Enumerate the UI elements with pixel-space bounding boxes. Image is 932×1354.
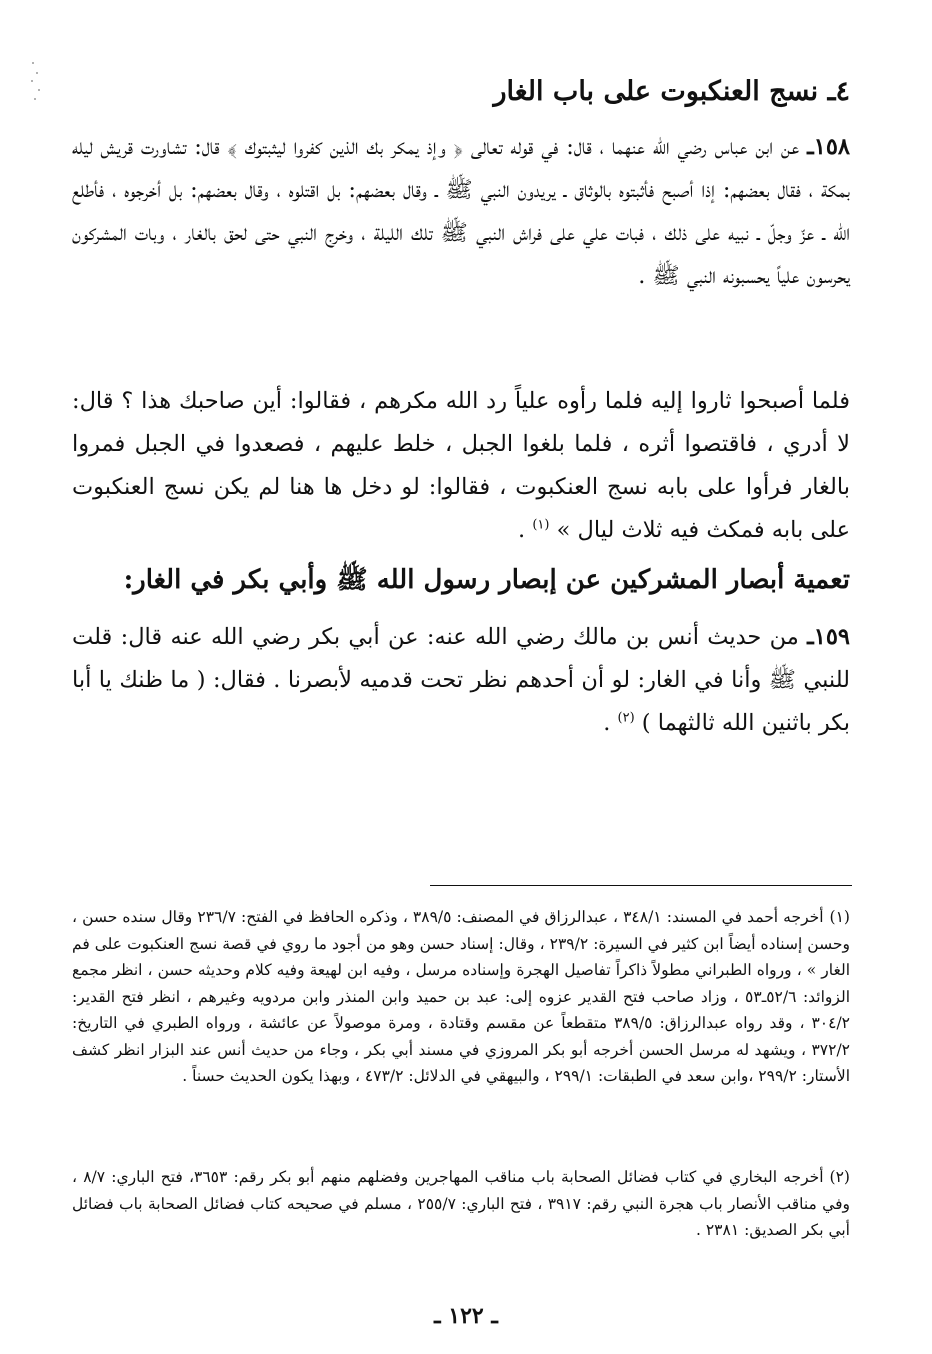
footnote-ref: (٢) bbox=[617, 710, 635, 726]
footnote-ref: (١) bbox=[532, 517, 550, 533]
footnote-text: أخرجه البخاري في كتاب فضائل الصحابة باب مناقب المهاجرين وفضلهم منهم أبو بكر رقم: ٣٦٥٣، فتح الباري: ٨/٧ ، وفي مناقب الأنصار باب هجرة النبي رقم: ٣٩١٧ ، فتح الباري: ٢٥٥/٧ ، مسلم في صحيحه كتاب فضائل الصحابة باب فضائل أبي بكر الصديق: ٢٣٨١ . bbox=[72, 1168, 850, 1239]
footnote-number: (٢) bbox=[829, 1168, 850, 1186]
hadith-158-continuation bbox=[72, 380, 850, 552]
scan-specks bbox=[30, 58, 42, 108]
hadith-159 bbox=[72, 616, 850, 745]
subsection-heading: تعمية أبصار المشركين عن إبصار رسول الله ﷺ وأبي بكر في الغار: bbox=[123, 565, 850, 595]
footnote-2 bbox=[72, 1164, 850, 1244]
hadith-text: من حديث أنس بن مالك رضي الله عنه: عن أبي بكر رضي الله عنه قال: قلت للنبي ﷺ وأنا في الغار: لو أن أحدهم نظر تحت قدميه لأبصرنا . فقال: ( ما ظنك يا أبا بكر باثنين الله ثالثهما ) bbox=[72, 624, 850, 736]
hadith-text: فلما أصبحوا ثاروا إليه فلما رأوه علياً رد الله مكرهم ، فقالوا: أين صاحبك هذا ؟ قال: لا أدري ، فاقتصوا أثره ، فلما بلغوا الجبل ، خلط عليهم ، فصعدوا في الجبل فمروا بالغار فرأوا على بابه نسج العنكبوت ، فقالوا: لو دخل ها هنا لم يكن نسج العنكبوت على بابه فمكث فيه ثلاث ليال » bbox=[72, 388, 850, 543]
hadith-number: ١٥٩ـ bbox=[807, 624, 850, 650]
hadith-number: ١٥٨ـ bbox=[807, 134, 850, 160]
page-number: ـ ١٢٢ ـ bbox=[434, 1303, 498, 1329]
hadith-158 bbox=[72, 126, 850, 298]
footnote-divider bbox=[430, 885, 852, 886]
sentence-end: . bbox=[518, 517, 533, 543]
footnote-text: أخرجه أحمد في المسند: ٣٤٨/١ ، عبدالرزاق في المصنف: ٣٨٩/٥ ، وذكره الحافظ في الفتح: ٢٣٦/٧ وقال سنده حسن ، وحسن إسناده أيضاً ابن كثير في السيرة: ٢٣٩/٢ ، وقال: إسناد حسن وهو من أجود ما روي في قصة نسج العنكبوت على فم الغار » ، ورواه الطبراني مطولاً ذاكراً تفاصيل الهجرة وإسناده مرسل ، وفيه ابن لهيعة وفيه كلام وحديثه حسن ، انظر مجمع الزوائد: ٥٢/٦ـ٥٣ ، وزاد صاحب فتح القدير عزوه إلى: عبد بن حميد وابن المنذر وابن مردويه وغيرهم ، انظر فتح القدير: ٣٠٤/٢ ، وقد رواه عبدالرزاق: ٣٨٩/٥ متقطعاً عن مقسم وقتادة ، ومرة موصولاً عن عائشة ، ورواه الطبري في التاريخ: ٣٧٢/٢ ، ويشهد له مرسل الحسن أخرجه أبو بكر المروزي في مسند أبي بكر ، وجاء من حديث أنس عند البزار انظر كشف الأستار: ٢٩٩/٢ ،وابن سعد في الطبقات: ٢٩٩/١ ، والبيهقي في الدلائل: ٤٧٣/٢ ، وبهذا يكون الحديث حسناً . bbox=[72, 908, 850, 1085]
sentence-end: . bbox=[603, 710, 618, 736]
footnote-number: (١) bbox=[829, 908, 850, 926]
footnote-1 bbox=[72, 904, 850, 1090]
section-heading: ٤ـ نسج العنكبوت على باب الغار bbox=[493, 76, 850, 107]
hadith-text: عن ابن عباس رضي الله عنهما ، قال: في قوله تعالى ﴿ وإذ يمكر بك الذين كفروا ليثبتوك ﴾ قال: تشاورت قريش ليله بمكة ، فقال بعضهم: إذا أصبح فأثبتوه بالوثاق ـ يريدون النبي ﷺ ـ وقال بعضهم: بل اقتلوه ، وقال بعضهم: بل أخرجوه ، فأطلع الله ـ عزّ وجلّ ـ نبيه على ذلك ، فبات علي على فراش النبي ﷺ تلك الليلة ، وخرج النبي حتى لحق بالغار ، وبات المشركون يحرسون علياً يحسبونه النبي ﷺ . bbox=[72, 134, 850, 289]
